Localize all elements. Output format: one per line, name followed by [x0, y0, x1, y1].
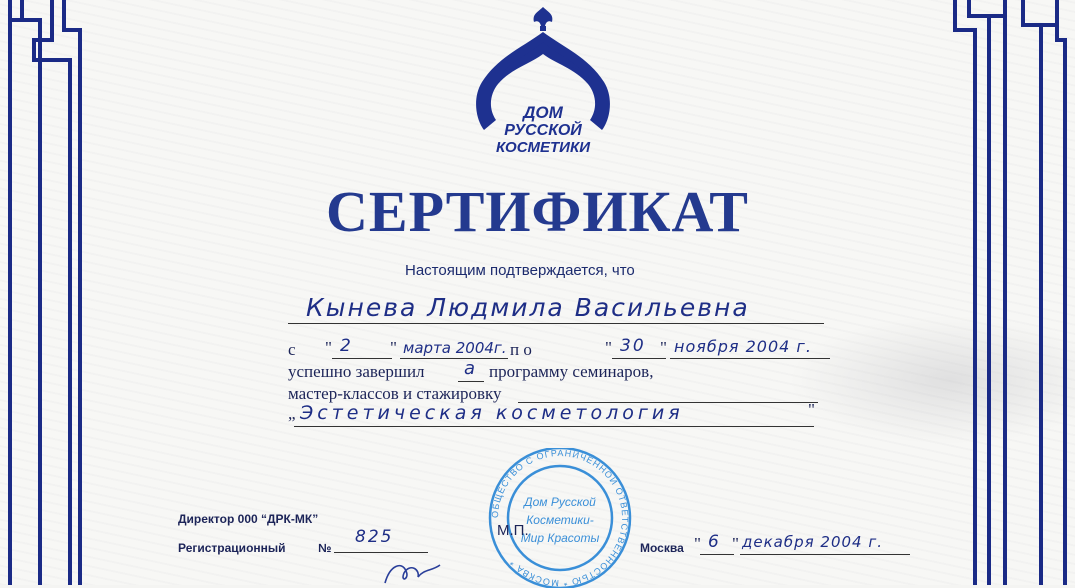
issue-month-underline	[740, 554, 910, 555]
to-month-underline	[670, 358, 830, 359]
issue-day-open-quote: "	[694, 534, 701, 553]
course-close-quote: "	[808, 400, 815, 419]
from-label: с	[288, 340, 296, 359]
stamp-center-line1: Дом Русской	[524, 495, 596, 509]
logo-text-line3: КОСМЕТИКИ	[496, 139, 590, 156]
course-underline	[294, 426, 814, 427]
suffix-underline	[458, 381, 484, 382]
issue-day: 6	[708, 532, 721, 552]
course-name: Эстетическая косметология	[300, 402, 684, 424]
to-day: 30	[620, 336, 646, 356]
city-label: Москва	[640, 541, 684, 555]
issue-month-year: декабря 2004 г.	[742, 533, 884, 551]
from-day-open-quote: "	[325, 338, 332, 357]
confirmation-text: Настоящим подтверждается, что	[405, 262, 635, 279]
from-month-underline	[400, 358, 508, 359]
to-day-open-quote: "	[605, 338, 612, 357]
program-text: программу семинаров,	[489, 362, 654, 381]
dom-russkoy-kosmetiki-logo	[468, 2, 618, 162]
to-day-underline	[612, 358, 666, 359]
stamp-center-line2: Косметики-	[526, 513, 594, 527]
to-month-year: ноября 2004 г.	[674, 337, 812, 356]
director-label: Директор 000 “ДРК-МК”	[178, 512, 319, 526]
company-stamp	[480, 448, 640, 588]
masterclass-text: мастер-классов и стажировку	[288, 384, 502, 403]
completed-text: успешно завершил	[288, 362, 425, 381]
registration-underline	[334, 552, 428, 553]
course-open-quote: „	[288, 404, 296, 423]
issue-day-underline	[700, 554, 734, 555]
from-day-close-quote: "	[390, 338, 397, 357]
logo-text-line1: ДОМ	[523, 103, 563, 122]
director-signature	[380, 555, 460, 585]
right-border-ornament	[945, 0, 1075, 585]
registration-label: Регистрационный	[178, 541, 286, 555]
completed-suffix: а	[464, 358, 478, 379]
left-border-ornament	[0, 0, 90, 585]
to-day-close-quote: "	[660, 338, 667, 357]
stamp-ring-text: ОБЩЕСТВО С ОГРАНИЧЕННОЙ ОТВЕТСТВЕННОСТЬЮ * МОСКВА *	[489, 448, 631, 588]
stamp-center-line3: Мир Красоты	[520, 531, 600, 545]
recipient-name-line	[288, 293, 824, 324]
number-sign: №	[318, 541, 332, 555]
registration-number: 825	[355, 527, 394, 547]
from-day: 2	[340, 336, 353, 356]
certificate-title: СЕРТИФИКАТ	[326, 179, 749, 244]
from-day-underline	[332, 358, 392, 359]
issue-day-close-quote: "	[732, 534, 739, 553]
logo-text-line2: РУССКОЙ	[504, 122, 582, 139]
to-label: п о	[510, 340, 532, 359]
stamp-place-label: М.П.	[497, 522, 529, 539]
recipient-name: Кынева Людмила Васильевна	[306, 293, 750, 322]
from-month-year: марта 2004г.	[403, 339, 507, 357]
